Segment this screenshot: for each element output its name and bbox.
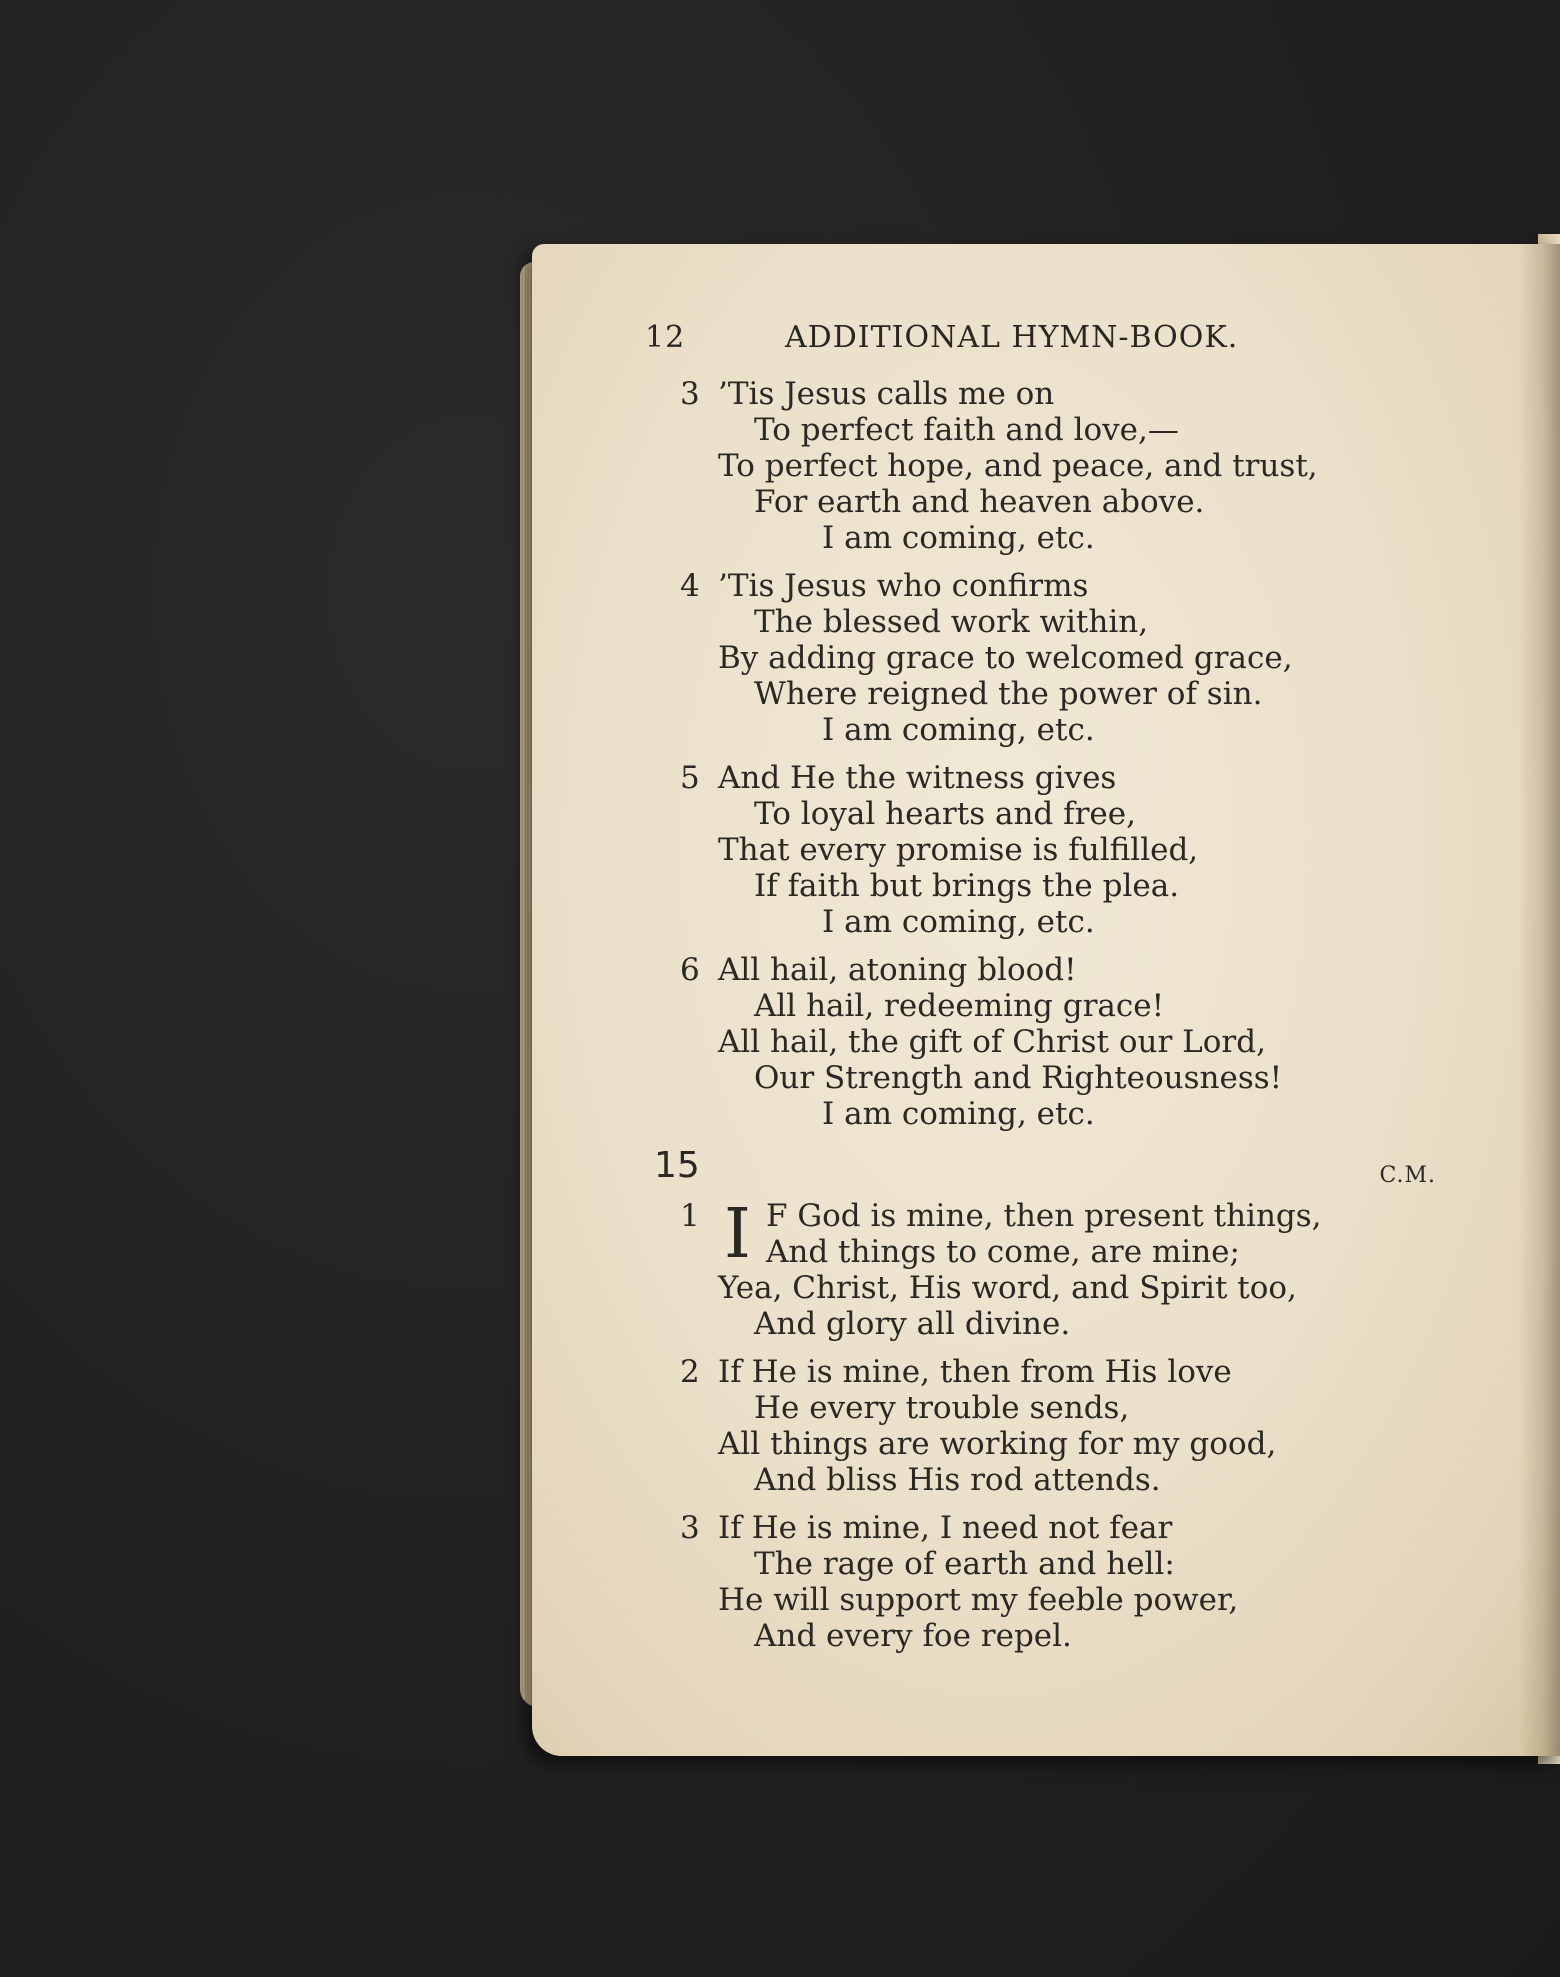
- verse-line: And every foe repel.: [754, 1618, 1072, 1654]
- refrain-line: I am coming, etc.: [822, 904, 1095, 940]
- hymn-15-heading: [640, 1144, 1436, 1196]
- verse-line: And glory all divine.: [754, 1306, 1071, 1342]
- verse-line: That every promise is fulfilled,: [718, 832, 1199, 868]
- verse-line: All hail, atoning blood!: [718, 952, 1077, 988]
- hymn15-stanza-1: [640, 1195, 1420, 1342]
- hymn14-stanza-4: [640, 568, 1420, 748]
- page-gutter: [1518, 244, 1560, 1756]
- hymn-number: 15: [654, 1145, 700, 1186]
- stanza-number: 6: [680, 952, 700, 988]
- stanza-number: 4: [680, 568, 700, 604]
- stanza-number: 1: [680, 1198, 700, 1234]
- verse-line: ’Tis Jesus calls me on: [718, 376, 1055, 412]
- verse-line: The blessed work within,: [754, 604, 1149, 640]
- refrain-line: I am coming, etc.: [822, 520, 1095, 556]
- page-header: [645, 320, 1325, 364]
- refrain-line: I am coming, etc.: [822, 712, 1095, 748]
- hymn15-stanza-2: [640, 1354, 1420, 1498]
- verse-line: Where reigned the power of sin.: [754, 676, 1263, 712]
- verse-line: If He is mine, then from His love: [718, 1354, 1232, 1390]
- running-title: ADDITIONAL HYMN-BOOK.: [785, 320, 1239, 355]
- verse-line: For earth and heaven above.: [754, 484, 1205, 520]
- hymn15-stanza-3: [640, 1510, 1420, 1654]
- stanza-number: 5: [680, 760, 700, 796]
- page-content: [640, 376, 1436, 1666]
- verse-line: And He the witness gives: [718, 760, 1117, 796]
- verse-line: Our Strength and Righteousness!: [754, 1060, 1283, 1096]
- verse-line: He will support my feeble power,: [718, 1582, 1239, 1618]
- verse-line: F God is mine, then present things,: [766, 1198, 1322, 1234]
- verse-line: To perfect hope, and peace, and trust,: [718, 448, 1318, 484]
- verse-line: Yea, Christ, His word, and Spirit too,: [718, 1270, 1297, 1306]
- verse-line: To loyal hearts and free,: [754, 796, 1136, 832]
- refrain-line: I am coming, etc.: [822, 1096, 1095, 1132]
- verse-line: The rage of earth and hell:: [754, 1546, 1175, 1582]
- hymn14-stanza-6: [640, 952, 1420, 1132]
- verse-line: By adding grace to welcomed grace,: [718, 640, 1293, 676]
- verse-line: And bliss His rod attends.: [754, 1462, 1161, 1498]
- verse-line: He every trouble sends,: [754, 1390, 1130, 1426]
- verse-line: All hail, redeeming grace!: [754, 988, 1165, 1024]
- verse-line: All things are working for my good,: [718, 1426, 1277, 1462]
- hymn14-stanza-3: [640, 376, 1420, 556]
- hymn-meter: C.M.: [1379, 1163, 1436, 1188]
- stanza-number: 3: [680, 376, 700, 412]
- verse-line: If He is mine, I need not fear: [718, 1510, 1173, 1546]
- drop-cap: I: [724, 1195, 751, 1274]
- verse-line: ’Tis Jesus who confirms: [718, 568, 1089, 604]
- stanza-number: 3: [680, 1510, 700, 1546]
- page-number: 12: [645, 320, 686, 355]
- verse-line: If faith but brings the plea.: [754, 868, 1180, 904]
- verse-line: And things to come, are mine;: [766, 1234, 1240, 1270]
- verse-line: All hail, the gift of Christ our Lord,: [718, 1024, 1266, 1060]
- stanza-number: 2: [680, 1354, 700, 1390]
- hymn14-stanza-5: [640, 760, 1420, 940]
- verse-line: To perfect faith and love,—: [754, 412, 1179, 448]
